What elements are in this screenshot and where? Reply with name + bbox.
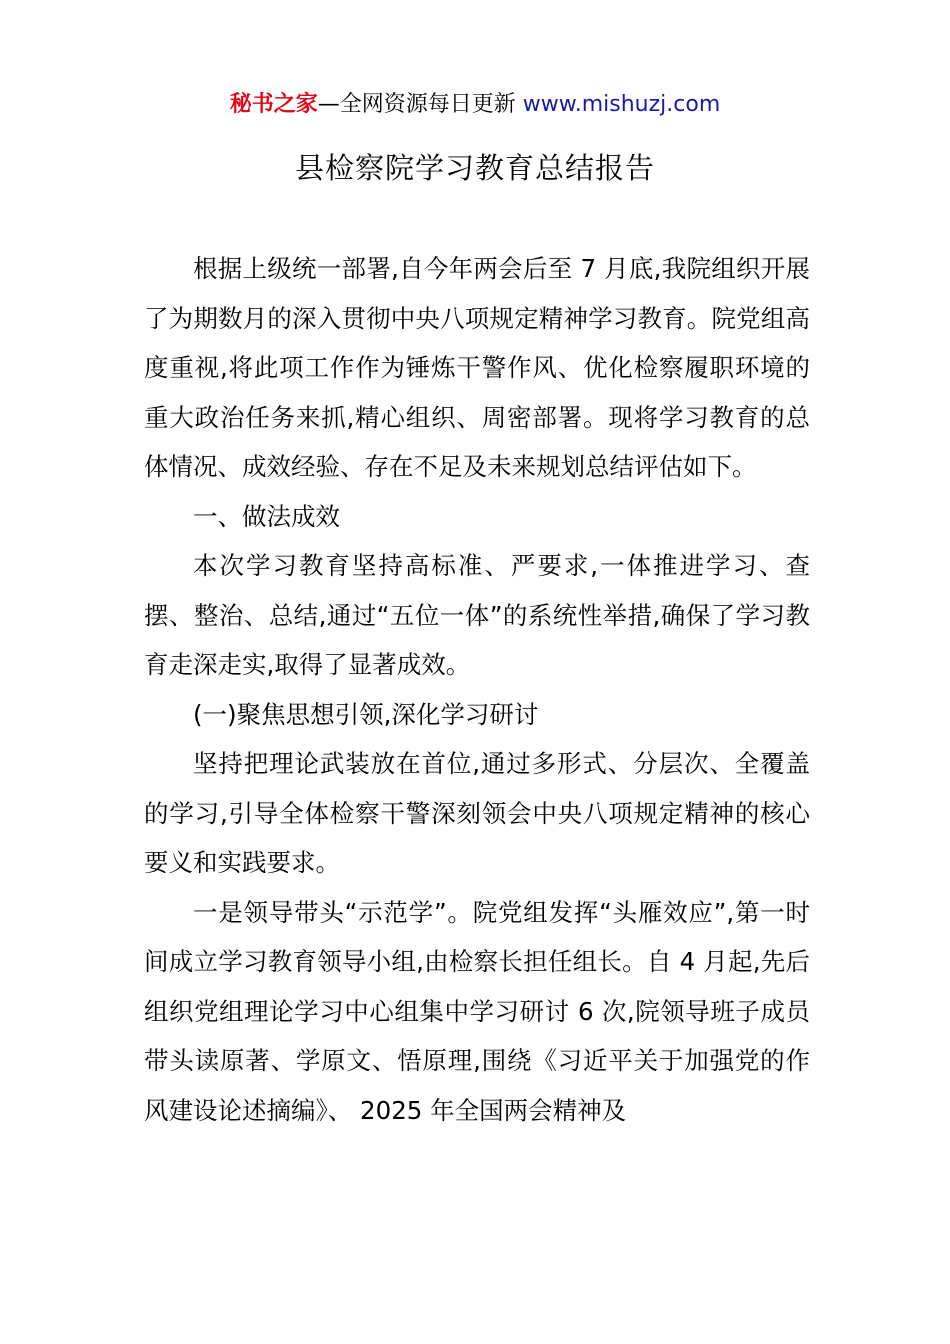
section-heading: 一、做法成效 [193, 501, 340, 531]
site-url-link[interactable]: www.mishuzj.com [522, 92, 721, 117]
subsection-heading: (一)聚焦思想引领,深化学习研讨 [193, 699, 539, 729]
document-body [144, 244, 810, 1135]
intro-paragraph: 根据上级统一部署,自今年两会后至 7 月底,我院组织开展了为期数月的深入贯彻中央八项规定精神学习教育。院党组高度重视,将此项工作作为锤炼干警作风、优化检察履职环境的重大政治任务来抓,精心组织、周密部署。现将学习教育的总体情况、成效经验、存在不足及未来规划总结评估如下。 [144, 254, 810, 481]
section-intro-paragraph: 本次学习教育坚持高标准、严要求,一体推进学习、查摆、整治、总结,通过“五位一体”的系统性举措,确保了学习教育走深走实,取得了显著成效。 [144, 551, 810, 679]
document-title: 县检察院学习教育总结报告 [294, 151, 655, 185]
site-tagline: —全网资源每日更新 [317, 92, 523, 117]
site-header [0, 88, 950, 122]
detail-paragraph: 一是领导带头“示范学”。院党组发挥“头雁效应”,第一时间成立学习教育领导小组,由检察长担任组长。自 4 月起,先后组织党组理论学习中心组集中学习研讨 6 次,院领导班子成员带头读原著、学原文、悟原理,围绕《习近平关于加强党的作风建设论述摘编》、 2025 年全国两会精神及 [144, 897, 810, 1125]
subsection-paragraph: 坚持把理论武装放在首位,通过多形式、分层次、全覆盖的学习,引导全体检察干警深刻领会中央八项规定精神的核心要义和实践要求。 [144, 749, 810, 877]
site-name: 秘书之家 [229, 92, 318, 117]
